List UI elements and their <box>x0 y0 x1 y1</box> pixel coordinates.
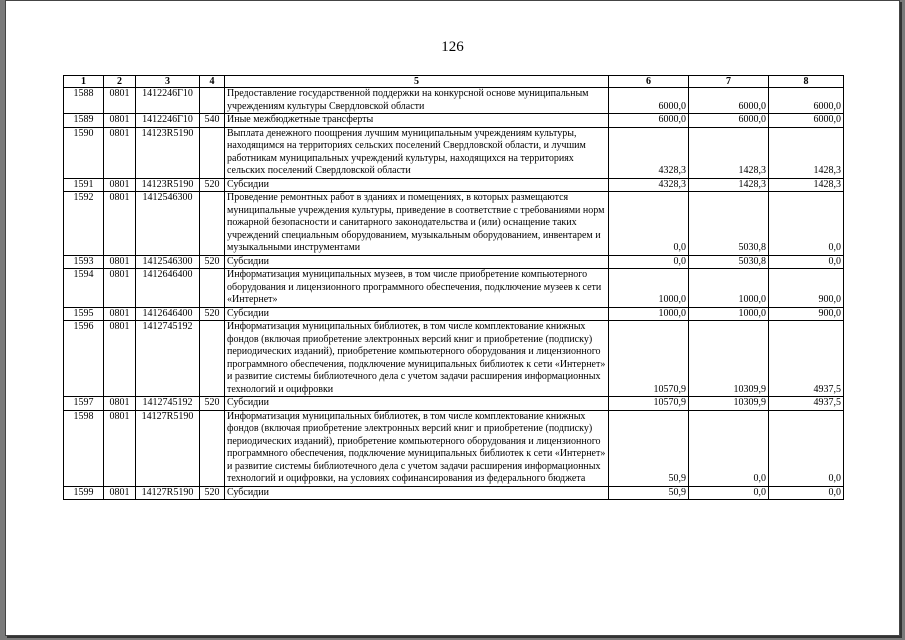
target-article-cell: 1412546300 <box>136 192 200 256</box>
amount-col6-cell: 0,0 <box>609 192 689 256</box>
amount-col6-cell: 4328,3 <box>609 127 689 178</box>
row-number-cell: 1592 <box>64 192 104 256</box>
expense-type-cell: 520 <box>200 255 225 269</box>
description-cell: Субсидии <box>225 486 609 500</box>
column-header: 2 <box>104 76 136 88</box>
amount-col7-cell: 10309,9 <box>689 397 769 411</box>
amount-col7-cell: 1428,3 <box>689 127 769 178</box>
amount-col8-cell: 6000,0 <box>769 88 844 114</box>
expense-type-cell <box>200 192 225 256</box>
row-number-cell: 1588 <box>64 88 104 114</box>
section-code-cell: 0801 <box>104 321 136 397</box>
amount-col8-cell: 0,0 <box>769 192 844 256</box>
description-cell: Информатизация муниципальных библиотек, в том числе комплектование книжных фондов (включая приобретение электронных версий книг и приобретение (подписку) периодических изданий), приобретение компьютерного оборудования и лицензионного программного обеспечения, подключение муниципальных библиотек к сети «Интернет» и развитие системы библиотечного дела с учетом задачи расширения информационных технологий и оцифровки <box>225 321 609 397</box>
amount-col6-cell: 0,0 <box>609 255 689 269</box>
row-number-cell: 1590 <box>64 127 104 178</box>
section-code-cell: 0801 <box>104 178 136 192</box>
column-header: 6 <box>609 76 689 88</box>
description-cell: Субсидии <box>225 255 609 269</box>
amount-col7-cell: 6000,0 <box>689 114 769 128</box>
expense-type-cell: 520 <box>200 178 225 192</box>
amount-col8-cell: 4937,5 <box>769 321 844 397</box>
amount-col6-cell: 1000,0 <box>609 307 689 321</box>
target-article-cell: 1412546300 <box>136 255 200 269</box>
row-number-cell: 1597 <box>64 397 104 411</box>
section-code-cell: 0801 <box>104 88 136 114</box>
table-row <box>64 486 844 500</box>
amount-col7-cell: 6000,0 <box>689 88 769 114</box>
section-code-cell: 0801 <box>104 486 136 500</box>
amount-col7-cell: 0,0 <box>689 486 769 500</box>
target-article-cell: 1412246Г10 <box>136 114 200 128</box>
target-article-cell: 14123R5190 <box>136 178 200 192</box>
row-number-cell: 1593 <box>64 255 104 269</box>
column-header: 4 <box>200 76 225 88</box>
table-row <box>64 269 844 308</box>
column-header: 5 <box>225 76 609 88</box>
amount-col8-cell: 6000,0 <box>769 114 844 128</box>
amount-col7-cell: 1428,3 <box>689 178 769 192</box>
page-number: 126 <box>441 39 464 55</box>
column-header: 1 <box>64 76 104 88</box>
section-code-cell: 0801 <box>104 127 136 178</box>
expense-type-cell: 520 <box>200 486 225 500</box>
expense-type-cell: 520 <box>200 307 225 321</box>
amount-col8-cell: 1428,3 <box>769 178 844 192</box>
description-cell: Выплата денежного поощрения лучшим муниципальным учреждениям культуры, находящимся на территориях сельских поселений Свердловской области, и лучшим работникам муниципальных учреждений культуры, находящихся на территориях сельских поселений Свердловской области <box>225 127 609 178</box>
amount-col8-cell: 900,0 <box>769 307 844 321</box>
amount-col6-cell: 6000,0 <box>609 114 689 128</box>
amount-col8-cell: 0,0 <box>769 255 844 269</box>
expense-type-cell: 540 <box>200 114 225 128</box>
row-number-cell: 1589 <box>64 114 104 128</box>
description-cell: Информатизация муниципальных библиотек, в том числе комплектование книжных фондов (включая приобретение электронных версий книг и приобретение (подписку) периодических изданий), приобретение компьютерного оборудования и лицензионного программного обеспечения, подключение муниципальных библиотек к сети «Интернет» и развитие системы библиотечного дела с учетом задачи расширения информационных технологий и оцифровки, на условиях софинансирования из федерального бюджета <box>225 410 609 486</box>
amount-col6-cell: 1000,0 <box>609 269 689 308</box>
target-article-cell: 14127R5190 <box>136 486 200 500</box>
budget-table <box>63 75 844 500</box>
amount-col8-cell: 4937,5 <box>769 397 844 411</box>
expense-type-cell <box>200 321 225 397</box>
amount-col6-cell: 50,9 <box>609 486 689 500</box>
amount-col8-cell: 1428,3 <box>769 127 844 178</box>
amount-col7-cell: 1000,0 <box>689 307 769 321</box>
expense-type-cell <box>200 410 225 486</box>
section-code-cell: 0801 <box>104 410 136 486</box>
expense-type-cell <box>200 127 225 178</box>
column-header: 7 <box>689 76 769 88</box>
column-header: 3 <box>136 76 200 88</box>
target-article-cell: 1412246Г10 <box>136 88 200 114</box>
table-row <box>64 192 844 256</box>
expense-type-cell: 520 <box>200 397 225 411</box>
table-row <box>64 307 844 321</box>
table-row <box>64 255 844 269</box>
table-row <box>64 88 844 114</box>
description-cell: Субсидии <box>225 397 609 411</box>
table-row <box>64 114 844 128</box>
amount-col8-cell: 0,0 <box>769 486 844 500</box>
target-article-cell: 1412646400 <box>136 307 200 321</box>
amount-col6-cell: 10570,9 <box>609 397 689 411</box>
description-cell: Субсидии <box>225 307 609 321</box>
amount-col7-cell: 5030,8 <box>689 255 769 269</box>
row-number-cell: 1599 <box>64 486 104 500</box>
expense-type-cell <box>200 269 225 308</box>
description-cell: Предоставление государственной поддержки на конкурсной основе муниципальным учреждениям культуры Свердловской области <box>225 88 609 114</box>
table-row <box>64 127 844 178</box>
section-code-cell: 0801 <box>104 192 136 256</box>
target-article-cell: 14127R5190 <box>136 410 200 486</box>
row-number-cell: 1591 <box>64 178 104 192</box>
amount-col8-cell: 900,0 <box>769 269 844 308</box>
description-cell: Субсидии <box>225 178 609 192</box>
amount-col6-cell: 6000,0 <box>609 88 689 114</box>
target-article-cell: 1412745192 <box>136 321 200 397</box>
section-code-cell: 0801 <box>104 397 136 411</box>
amount-col7-cell: 0,0 <box>689 410 769 486</box>
target-article-cell: 14123R5190 <box>136 127 200 178</box>
table-row <box>64 321 844 397</box>
amount-col6-cell: 10570,9 <box>609 321 689 397</box>
amount-col6-cell: 4328,3 <box>609 178 689 192</box>
target-article-cell: 1412745192 <box>136 397 200 411</box>
amount-col7-cell: 1000,0 <box>689 269 769 308</box>
row-number-cell: 1595 <box>64 307 104 321</box>
description-cell: Проведение ремонтных работ в зданиях и помещениях, в которых размещаются муниципальные учреждения культуры, приведение в соответствие с требованиями норм пожарной безопасности и санитарного законодательства и (или) оснащение таких учреждений специальным оборудованием, музыкальным оборудованием, инвентарем и музыкальными инструментами <box>225 192 609 256</box>
description-cell: Информатизация муниципальных музеев, в том числе приобретение компьютерного оборудования и лицензионного программного обеспечения, подключение музеев к сети «Интернет» <box>225 269 609 308</box>
section-code-cell: 0801 <box>104 307 136 321</box>
amount-col7-cell: 10309,9 <box>689 321 769 397</box>
table-body <box>64 88 844 500</box>
section-code-cell: 0801 <box>104 269 136 308</box>
target-article-cell: 1412646400 <box>136 269 200 308</box>
amount-col8-cell: 0,0 <box>769 410 844 486</box>
table-row <box>64 397 844 411</box>
table-header-row <box>64 76 844 88</box>
row-number-cell: 1596 <box>64 321 104 397</box>
table-row <box>64 410 844 486</box>
document-page <box>5 0 900 636</box>
expense-type-cell <box>200 88 225 114</box>
table-row <box>64 178 844 192</box>
column-header: 8 <box>769 76 844 88</box>
amount-col6-cell: 50,9 <box>609 410 689 486</box>
row-number-cell: 1598 <box>64 410 104 486</box>
row-number-cell: 1594 <box>64 269 104 308</box>
section-code-cell: 0801 <box>104 114 136 128</box>
description-cell: Иные межбюджетные трансферты <box>225 114 609 128</box>
amount-col7-cell: 5030,8 <box>689 192 769 256</box>
section-code-cell: 0801 <box>104 255 136 269</box>
